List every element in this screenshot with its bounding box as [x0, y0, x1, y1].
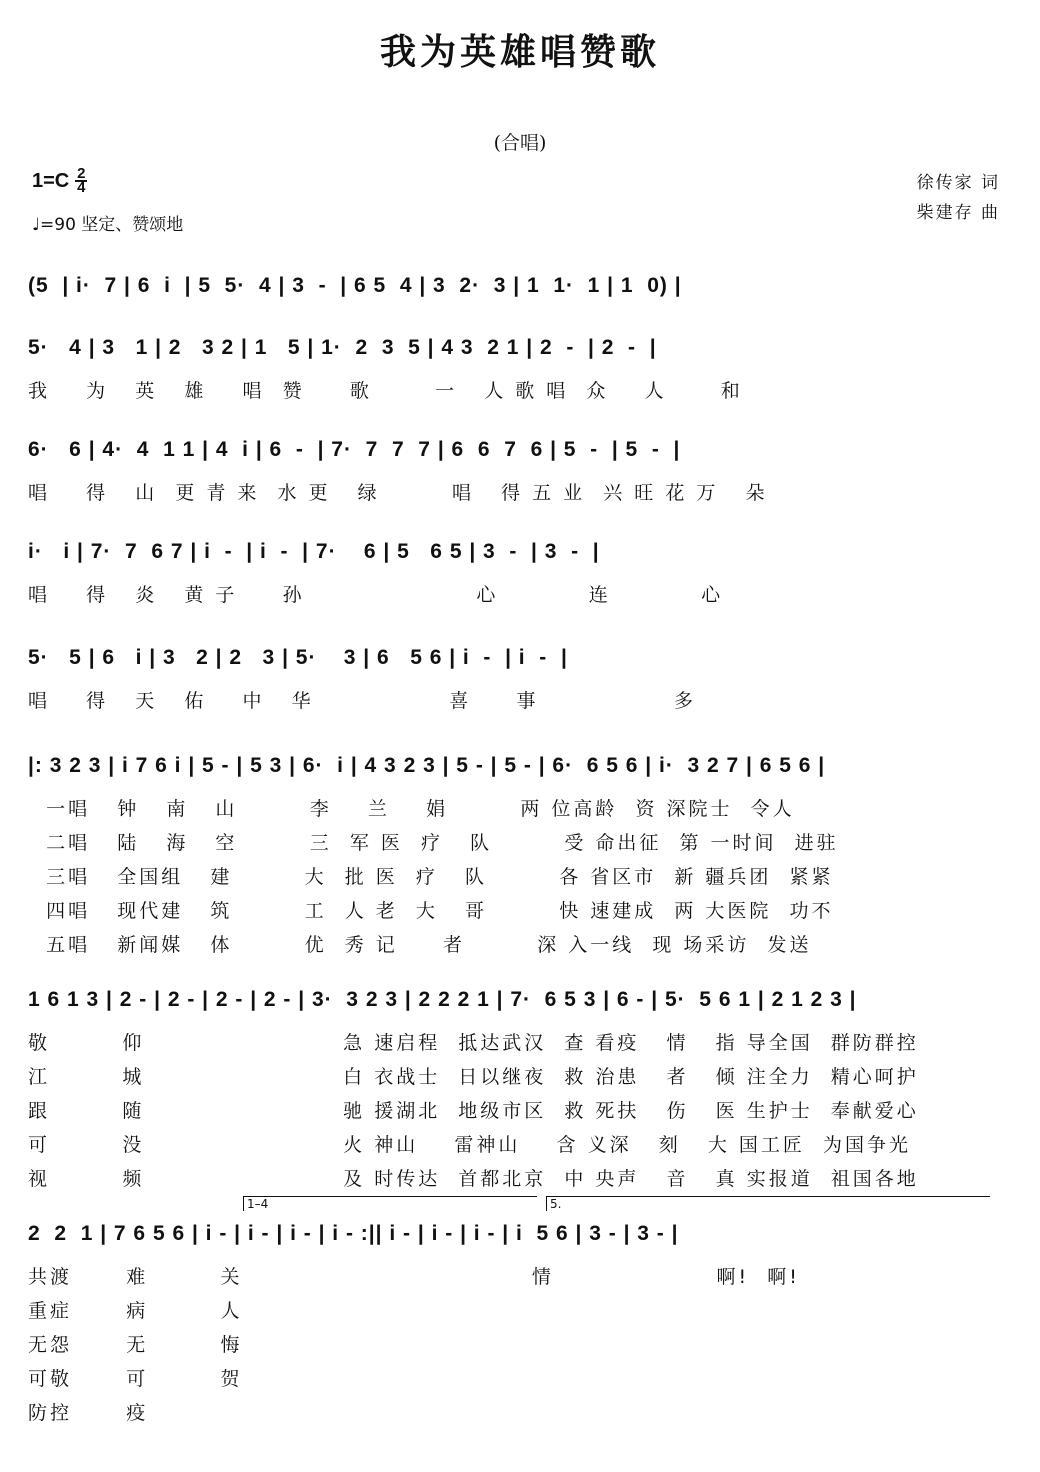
- score-system: [28, 534, 1008, 612]
- key-label: 1=C: [32, 169, 70, 192]
- lyric-line: 五唱 新闻媒 体 优 秀 记 者 深 入一线 现 场采访 发送: [28, 934, 812, 956]
- lyric-line: 重症 病 人: [28, 1300, 243, 1322]
- score-system: [28, 330, 1008, 408]
- volta-2: 5.: [546, 1196, 990, 1211]
- tempo-marking: ♩=90 坚定、赞颂地: [32, 215, 184, 235]
- notes-line: [28, 534, 1008, 578]
- notation: 1 6 1 3 | 2 - | 2 - | 2 - | 2 - | 3· 3 2 3 | 2 2 2 1 | 7· 6 5 3 | 6 - | 5· 5 6 1 | 2 1 2 3 |: [28, 988, 857, 1011]
- lyric-line: 可 没 火 神山 雷神山 含 义深 刻 大 国工匠 为国争光: [28, 1134, 911, 1156]
- notes-line: [28, 330, 1008, 374]
- notation: (5 | i· 7 | 6 i | 5 5· 4 | 3 - | 6 5 4 | 3 2· 3 | 1 1· 1 | 1 0) |: [28, 274, 682, 297]
- lyric-line: 唱 得 炎 黄 子 孙 心 连 心: [28, 584, 724, 606]
- lyric-line: 四唱 现代建 筑 工 人 老 大 哥 快 速建成 两 大医院 功不: [28, 900, 834, 922]
- notation: 5· 4 | 3 1 | 2 3 2 | 1 5 | 1· 2 3 5 | 4 3 2 1 | 2 - | 2 - |: [28, 336, 657, 359]
- score-system: [28, 982, 1008, 1196]
- credits: [917, 168, 1000, 228]
- score-system: [28, 268, 1008, 312]
- volta-1: 1–4: [243, 1196, 537, 1211]
- lyricist: 徐传家 词: [916, 173, 1000, 193]
- lyric-line: 无怨 无 悔: [28, 1334, 243, 1356]
- key-signature: [32, 165, 87, 196]
- lyric-line: 视 频 及 时传达 首都北京 中 央声 音 真 实报道 祖国各地: [28, 1168, 919, 1190]
- score-system: [28, 1197, 1008, 1430]
- notes-line: [28, 268, 1008, 312]
- lyric-line: 跟 随 驰 援湖北 地级市区 救 死扶 伤 医 生护士 奉献爱心: [28, 1100, 919, 1122]
- lyric-line: 江 城 白 衣战士 日以继夜 救 治患 者 倾 注全力 精心呵护: [28, 1066, 919, 1088]
- score-system: [28, 432, 1008, 510]
- lyric-line: 敬 仰 急 速启程 抵达武汉 查 看疫 情 指 导全国 群防群控: [28, 1032, 919, 1054]
- notes-line: [28, 748, 1008, 792]
- lyric-line: 唱 得 山 更 青 来 水 更 绿 唱 得 五 业 兴 旺 花 万 朵: [28, 482, 768, 504]
- notation: |: 3 2 3 | i 7 6 i | 5 - | 5 3 | 6· i | 4 3 2 3 | 5 - | 5 - | 6· 6 5 6 | i· 3 2 7 | 6 5 6 |: [28, 754, 826, 777]
- score-system: [28, 748, 1008, 962]
- score-system: [28, 640, 1008, 718]
- notation: 5· 5 | 6 i | 3 2 | 2 3 | 5· 3 | 6 5 6 | i - | i - |: [28, 646, 568, 669]
- lyric-line: 唱 得 天 佑 中 华 喜 事 多: [28, 690, 697, 712]
- notes-line: [28, 982, 1008, 1026]
- lyric-line: 共渡 难 关 情 啊! 啊!: [28, 1266, 800, 1288]
- time-signature: [75, 165, 87, 196]
- time-sig-top: 2: [77, 165, 86, 182]
- composer: 柴建存 曲: [916, 203, 1000, 223]
- lyric-line: 一唱 钟 南 山 李 兰 娟 两 位高龄 资 深院士 令人: [28, 798, 795, 820]
- time-sig-bottom: 4: [77, 179, 86, 196]
- notes-line: [28, 640, 1008, 684]
- notation: i· i | 7· 7 6 7 | i - | i - | 7· 6 | 5 6 5 | 3 - | 3 - |: [28, 540, 600, 563]
- subtitle: (合唱): [493, 132, 547, 154]
- song-title: 我为英雄唱赞歌: [379, 31, 660, 73]
- lyric-line: 二唱 陆 海 空 三 军 医 疗 队 受 命出征 第 一时间 进驻: [28, 832, 839, 854]
- lyric-line: 我 为 英 雄 唱 赞 歌 一 人 歌 唱 众 人 和: [28, 380, 743, 402]
- notation: 6· 6 | 4· 4 1 1 | 4 i | 6 - | 7· 7 7 7 | 6 6 7 6 | 5 - | 5 - |: [28, 438, 681, 461]
- notes-line: [28, 432, 1008, 476]
- lyric-line: 可敬 可 贺: [28, 1368, 243, 1390]
- lyric-line: 三唱 全国组 建 大 批 医 疗 队 各 省区市 新 疆兵团 紧紧: [28, 866, 834, 888]
- lyric-line: 防控 疫: [28, 1402, 149, 1424]
- notation: 2 2 1 | 7 6 5 6 | i - | i - | i - | i - :|| i - | i - | i - | i 5 6 | 3 - | 3 - |: [28, 1222, 679, 1245]
- notes-line: [28, 1197, 1008, 1260]
